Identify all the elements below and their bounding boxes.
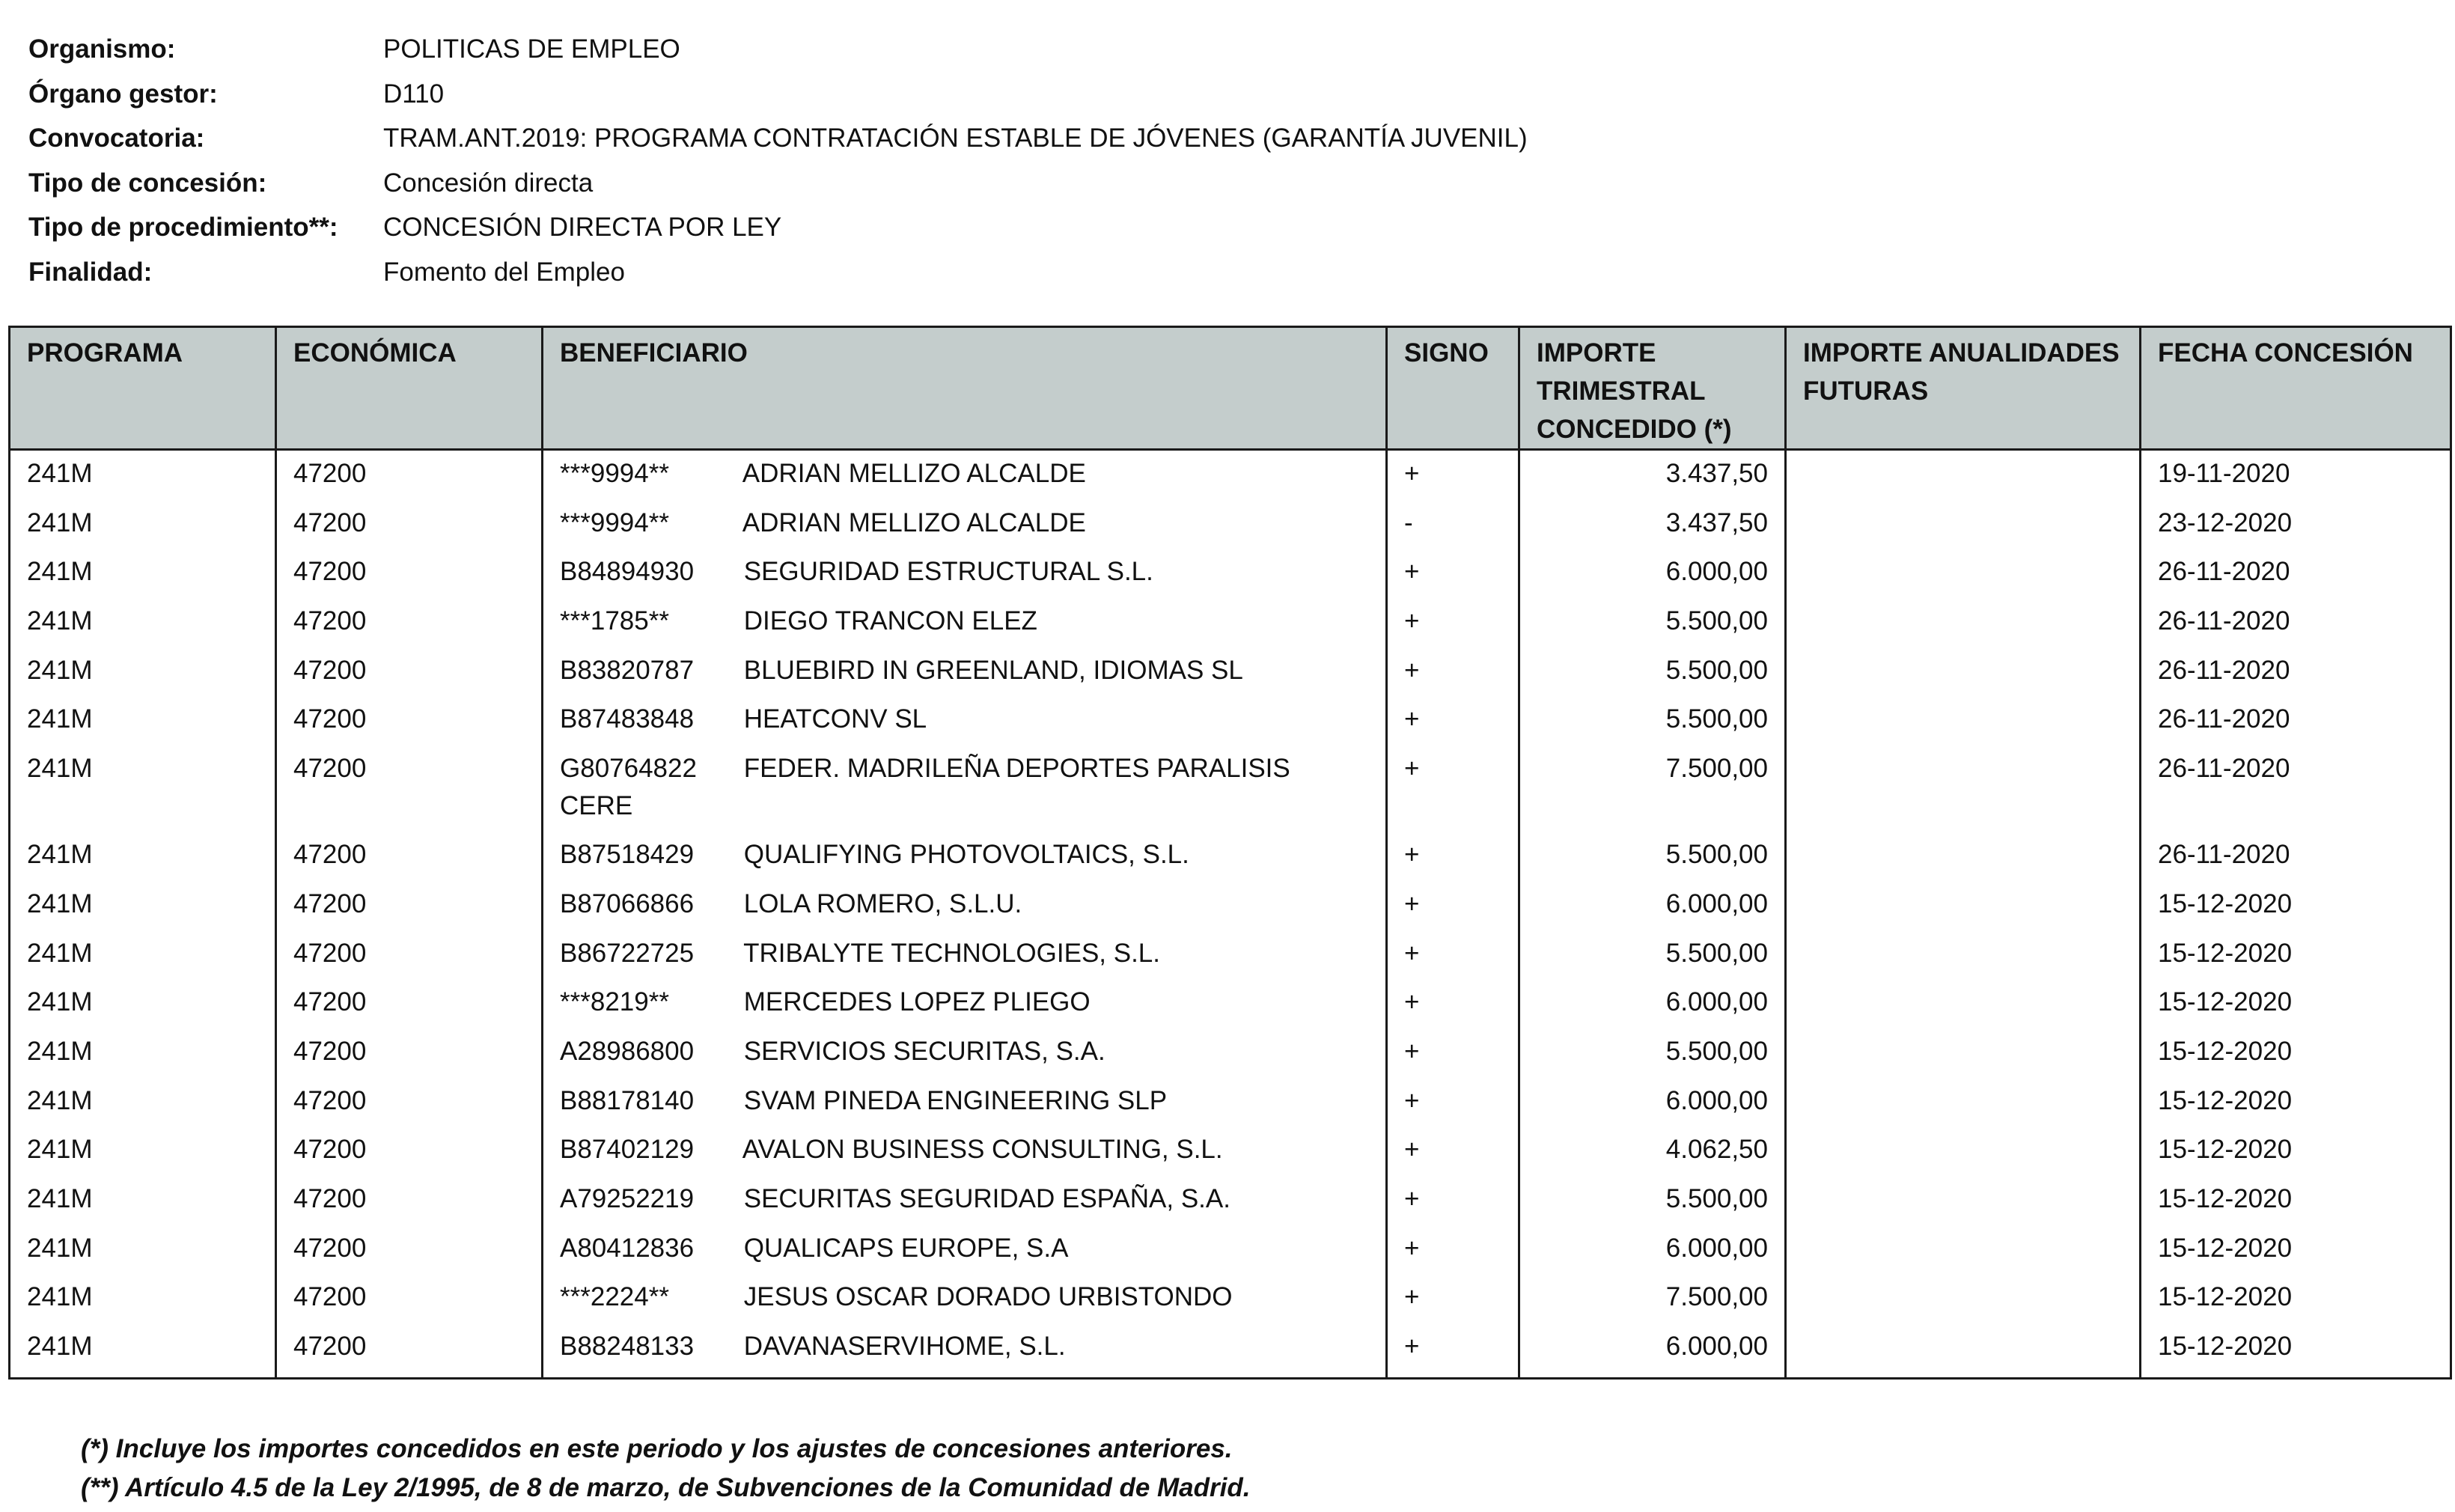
table-row (10, 696, 2451, 746)
cell-economica: 47200 (276, 696, 543, 746)
cell-importe: 4.062,50 (1519, 1127, 1786, 1176)
beneficiary-name: FEDER. MADRILEÑA DEPORTES PARALISIS CERE (560, 754, 1290, 821)
cell-economica: 47200 (276, 1176, 543, 1225)
cell-fecha: 19-11-2020 (2141, 450, 2451, 500)
cell-fecha: 26-11-2020 (2141, 746, 2451, 832)
cell-beneficiario (543, 1078, 1387, 1127)
table-row (10, 881, 2451, 930)
cell-importe: 6.000,00 (1519, 1225, 1786, 1275)
meta-value: POLITICAS DE EMPLEO (383, 34, 680, 64)
beneficiary-id: B86722725 (560, 938, 695, 968)
beneficiary-name: ADRIAN MELLIZO ALCALDE (742, 507, 1086, 537)
cell-signo: + (1387, 450, 1519, 500)
beneficiary-id: B88248133 (560, 1332, 695, 1361)
cell-importe-futuras (1786, 1028, 2141, 1078)
beneficiary-name: HEATCONV SL (743, 704, 927, 734)
cell-importe-futuras (1786, 930, 2141, 980)
meta-label: Organismo: (28, 34, 176, 64)
column-header-beneficiario: BENEFICIARIO (543, 327, 1387, 450)
cell-importe: 7.500,00 (1519, 1274, 1786, 1323)
column-header-importe-futuras: IMPORTE ANUALIDADES FUTURAS (1786, 327, 2141, 450)
table-row (10, 1274, 2451, 1323)
beneficiary-id: ***8219** (560, 987, 669, 1017)
cell-programa: 241M (10, 1323, 276, 1373)
cell-signo: + (1387, 696, 1519, 746)
table-row (10, 832, 2451, 881)
beneficiary-id: B87402129 (560, 1135, 695, 1165)
cell-programa: 241M (10, 832, 276, 881)
cell-economica: 47200 (276, 930, 543, 980)
cell-importe: 6.000,00 (1519, 549, 1786, 598)
beneficiary-id: ***2224** (560, 1282, 669, 1312)
beneficiary-name: SEGURIDAD ESTRUCTURAL S.L. (743, 557, 1153, 587)
cell-beneficiario (543, 930, 1387, 980)
cell-beneficiario (543, 1127, 1387, 1176)
header-metadata (28, 30, 2274, 298)
cell-economica: 47200 (276, 881, 543, 930)
cell-programa: 241M (10, 647, 276, 697)
cell-programa: 241M (10, 930, 276, 980)
cell-beneficiario (543, 598, 1387, 647)
cell-signo: + (1387, 1225, 1519, 1275)
table-body (10, 450, 2451, 1379)
beneficiary-id: B87518429 (560, 840, 695, 870)
beneficiary-id: B88178140 (560, 1085, 695, 1115)
table-row (10, 1323, 2451, 1373)
cell-signo: + (1387, 1028, 1519, 1078)
beneficiary-name: JESUS OSCAR DORADO URBISTONDO (743, 1282, 1233, 1312)
meta-organismo (28, 30, 2274, 75)
cell-fecha: 26-11-2020 (2141, 598, 2451, 647)
cell-programa: 241M (10, 1225, 276, 1275)
footnote: (**) Artículo 4.5 de la Ley 2/1995, de 8 de marzo, de Subvenciones de la Comunidad de Madrid. (81, 1473, 1251, 1502)
table-row (10, 549, 2451, 598)
table-row (10, 647, 2451, 697)
cell-programa: 241M (10, 1028, 276, 1078)
beneficiary-name: SECURITAS SEGURIDAD ESPAÑA, S.A. (743, 1183, 1230, 1213)
cell-beneficiario (543, 881, 1387, 930)
cell-programa: 241M (10, 450, 276, 500)
cell-importe: 6.000,00 (1519, 979, 1786, 1028)
cell-fecha: 15-12-2020 (2141, 1127, 2451, 1176)
cell-importe-futuras (1786, 1078, 2141, 1127)
cell-programa: 241M (10, 500, 276, 549)
beneficiary-id: G80764822 (560, 754, 697, 784)
table-row (10, 598, 2451, 647)
cell-fecha: 15-12-2020 (2141, 1078, 2451, 1127)
beneficiary-id: ***9994** (560, 459, 669, 488)
column-header-programa: PROGRAMA (10, 327, 276, 450)
footnote: (*) Incluye los importes concedidos en este periodo y los ajustes de concesiones anteriores. (81, 1434, 1233, 1463)
cell-programa: 241M (10, 696, 276, 746)
meta-label: Convocatoria: (28, 124, 205, 153)
beneficiary-id: ***1785** (560, 606, 669, 636)
cell-economica: 47200 (276, 1323, 543, 1373)
cell-beneficiario (543, 450, 1387, 500)
cell-beneficiario (543, 979, 1387, 1028)
cell-importe: 5.500,00 (1519, 832, 1786, 881)
beneficiary-name: DAVANASERVIHOME, S.L. (743, 1332, 1066, 1361)
beneficiary-id: B87066866 (560, 888, 695, 918)
cell-importe-futuras (1786, 881, 2141, 930)
cell-importe-futuras (1786, 979, 2141, 1028)
meta-label: Órgano gestor: (28, 79, 218, 109)
meta-finalidad (28, 253, 2274, 298)
cell-economica: 47200 (276, 549, 543, 598)
table-row (10, 450, 2451, 500)
cell-economica: 47200 (276, 500, 543, 549)
cell-signo: + (1387, 1323, 1519, 1373)
cell-fecha: 23-12-2020 (2141, 500, 2451, 549)
cell-programa: 241M (10, 1176, 276, 1225)
cell-signo: + (1387, 549, 1519, 598)
cell-signo: + (1387, 930, 1519, 980)
cell-importe-futuras (1786, 1274, 2141, 1323)
cell-importe-futuras (1786, 696, 2141, 746)
beneficiary-id: A80412836 (560, 1233, 695, 1263)
table-row (10, 930, 2451, 980)
footnotes (81, 1430, 1250, 1508)
column-header-signo: SIGNO (1387, 327, 1519, 450)
cell-programa: 241M (10, 1274, 276, 1323)
table-row (10, 746, 2451, 832)
empty-cell (543, 1373, 1387, 1379)
cell-importe: 3.437,50 (1519, 500, 1786, 549)
cell-economica: 47200 (276, 647, 543, 697)
cell-beneficiario (543, 696, 1387, 746)
cell-economica: 47200 (276, 746, 543, 832)
cell-importe-futuras (1786, 1127, 2141, 1176)
cell-economica: 47200 (276, 1078, 543, 1127)
cell-economica: 47200 (276, 598, 543, 647)
beneficiary-name: SVAM PINEDA ENGINEERING SLP (743, 1085, 1168, 1115)
cell-programa: 241M (10, 1078, 276, 1127)
cell-importe: 5.500,00 (1519, 930, 1786, 980)
meta-convocatoria (28, 119, 2274, 164)
cell-importe: 6.000,00 (1519, 1323, 1786, 1373)
empty-cell (2141, 1373, 2451, 1379)
beneficiary-id: ***9994** (560, 507, 669, 537)
cell-signo: + (1387, 647, 1519, 697)
cell-fecha: 15-12-2020 (2141, 930, 2451, 980)
cell-economica: 47200 (276, 1225, 543, 1275)
column-header-importe-trimestral: IMPORTE TRIMESTRAL CONCEDIDO (*) (1519, 327, 1786, 450)
cell-fecha: 15-12-2020 (2141, 979, 2451, 1028)
empty-cell (1387, 1373, 1519, 1379)
cell-programa: 241M (10, 881, 276, 930)
cell-importe-futuras (1786, 1176, 2141, 1225)
cell-fecha: 15-12-2020 (2141, 1225, 2451, 1275)
beneficiary-id: B83820787 (560, 655, 695, 685)
cell-importe: 5.500,00 (1519, 647, 1786, 697)
meta-value: Fomento del Empleo (383, 257, 625, 287)
table-row (10, 1078, 2451, 1127)
cell-signo: + (1387, 1078, 1519, 1127)
cell-importe-futuras (1786, 500, 2141, 549)
cell-importe-futuras (1786, 832, 2141, 881)
cell-importe-futuras (1786, 450, 2141, 500)
cell-signo: + (1387, 832, 1519, 881)
meta-label: Tipo de procedimiento**: (28, 213, 338, 243)
beneficiary-name: SERVICIOS SECURITAS, S.A. (743, 1036, 1105, 1066)
empty-cell (1786, 1373, 2141, 1379)
beneficiary-name: ADRIAN MELLIZO ALCALDE (742, 459, 1086, 488)
cell-beneficiario (543, 832, 1387, 881)
cell-beneficiario (543, 1274, 1387, 1323)
grants-table (8, 326, 2452, 1380)
cell-beneficiario (543, 1323, 1387, 1373)
beneficiary-name: QUALIFYING PHOTOVOLTAICS, S.L. (743, 840, 1189, 870)
cell-signo: + (1387, 1127, 1519, 1176)
beneficiary-name: MERCEDES LOPEZ PLIEGO (743, 987, 1091, 1017)
cell-importe: 5.500,00 (1519, 598, 1786, 647)
cell-economica: 47200 (276, 1028, 543, 1078)
column-header-fecha: FECHA CONCESIÓN (2141, 327, 2451, 450)
cell-signo: - (1387, 500, 1519, 549)
cell-beneficiario (543, 1176, 1387, 1225)
cell-importe: 3.437,50 (1519, 450, 1786, 500)
beneficiary-id: A28986800 (560, 1036, 695, 1066)
cell-fecha: 15-12-2020 (2141, 881, 2451, 930)
empty-cell (10, 1373, 276, 1379)
table-row (10, 1127, 2451, 1176)
cell-importe: 5.500,00 (1519, 1176, 1786, 1225)
cell-importe: 6.000,00 (1519, 881, 1786, 930)
cell-beneficiario (543, 1028, 1387, 1078)
beneficiary-name: QUALICAPS EUROPE, S.A (743, 1233, 1069, 1263)
cell-importe-futuras (1786, 1323, 2141, 1373)
cell-economica: 47200 (276, 1127, 543, 1176)
meta-tipo-concesion (28, 164, 2274, 209)
cell-fecha: 15-12-2020 (2141, 1323, 2451, 1373)
table-row (10, 500, 2451, 549)
cell-fecha: 26-11-2020 (2141, 647, 2451, 697)
beneficiary-name: AVALON BUSINESS CONSULTING, S.L. (742, 1135, 1223, 1165)
cell-beneficiario (543, 549, 1387, 598)
table-row (10, 979, 2451, 1028)
cell-beneficiario (543, 647, 1387, 697)
cell-signo: + (1387, 1176, 1519, 1225)
cell-fecha: 26-11-2020 (2141, 696, 2451, 746)
empty-cell (1519, 1373, 1786, 1379)
cell-beneficiario (543, 746, 1387, 832)
cell-programa: 241M (10, 746, 276, 832)
beneficiary-name: TRIBALYTE TECHNOLOGIES, S.L. (743, 938, 1161, 968)
cell-signo: + (1387, 598, 1519, 647)
table-row (10, 1225, 2451, 1275)
cell-importe: 5.500,00 (1519, 1028, 1786, 1078)
cell-importe-futuras (1786, 647, 2141, 697)
beneficiary-id: B87483848 (560, 704, 695, 734)
table-filler-row (10, 1373, 2451, 1379)
cell-signo: + (1387, 979, 1519, 1028)
cell-signo: + (1387, 1274, 1519, 1323)
cell-importe-futuras (1786, 549, 2141, 598)
cell-fecha: 15-12-2020 (2141, 1274, 2451, 1323)
cell-signo: + (1387, 881, 1519, 930)
cell-economica: 47200 (276, 832, 543, 881)
meta-value: TRAM.ANT.2019: PROGRAMA CONTRATACIÓN ESTABLE DE JÓVENES (GARANTÍA JUVENIL) (383, 124, 1528, 153)
meta-tipo-procedimiento (28, 208, 2274, 253)
beneficiary-name: LOLA ROMERO, S.L.U. (743, 888, 1022, 918)
meta-value: CONCESIÓN DIRECTA POR LEY (383, 213, 782, 243)
cell-importe: 7.500,00 (1519, 746, 1786, 832)
cell-programa: 241M (10, 979, 276, 1028)
beneficiary-id: B84894930 (560, 557, 695, 587)
beneficiary-id: A79252219 (560, 1183, 695, 1213)
cell-economica: 47200 (276, 1274, 543, 1323)
cell-fecha: 26-11-2020 (2141, 832, 2451, 881)
cell-fecha: 15-12-2020 (2141, 1176, 2451, 1225)
cell-beneficiario (543, 500, 1387, 549)
cell-fecha: 26-11-2020 (2141, 549, 2451, 598)
cell-economica: 47200 (276, 450, 543, 500)
cell-importe-futuras (1786, 746, 2141, 832)
cell-importe: 6.000,00 (1519, 1078, 1786, 1127)
empty-cell (276, 1373, 543, 1379)
cell-programa: 241M (10, 549, 276, 598)
cell-importe-futuras (1786, 598, 2141, 647)
cell-signo: + (1387, 746, 1519, 832)
column-header-economica: ECONÓMICA (276, 327, 543, 450)
cell-fecha: 15-12-2020 (2141, 1028, 2451, 1078)
beneficiary-name: BLUEBIRD IN GREENLAND, IDIOMAS SL (743, 655, 1243, 685)
meta-organo-gestor (28, 75, 2274, 120)
table-row (10, 1176, 2451, 1225)
cell-importe: 5.500,00 (1519, 696, 1786, 746)
meta-label: Tipo de concesión: (28, 168, 267, 198)
cell-importe-futuras (1786, 1225, 2141, 1275)
beneficiary-name: DIEGO TRANCON ELEZ (743, 606, 1037, 636)
table-row (10, 1028, 2451, 1078)
meta-value: D110 (383, 79, 445, 109)
cell-beneficiario (543, 1225, 1387, 1275)
cell-programa: 241M (10, 598, 276, 647)
cell-economica: 47200 (276, 979, 543, 1028)
meta-value: Concesión directa (383, 168, 594, 198)
meta-label: Finalidad: (28, 257, 153, 287)
cell-programa: 241M (10, 1127, 276, 1176)
table-header-row (10, 327, 2451, 450)
